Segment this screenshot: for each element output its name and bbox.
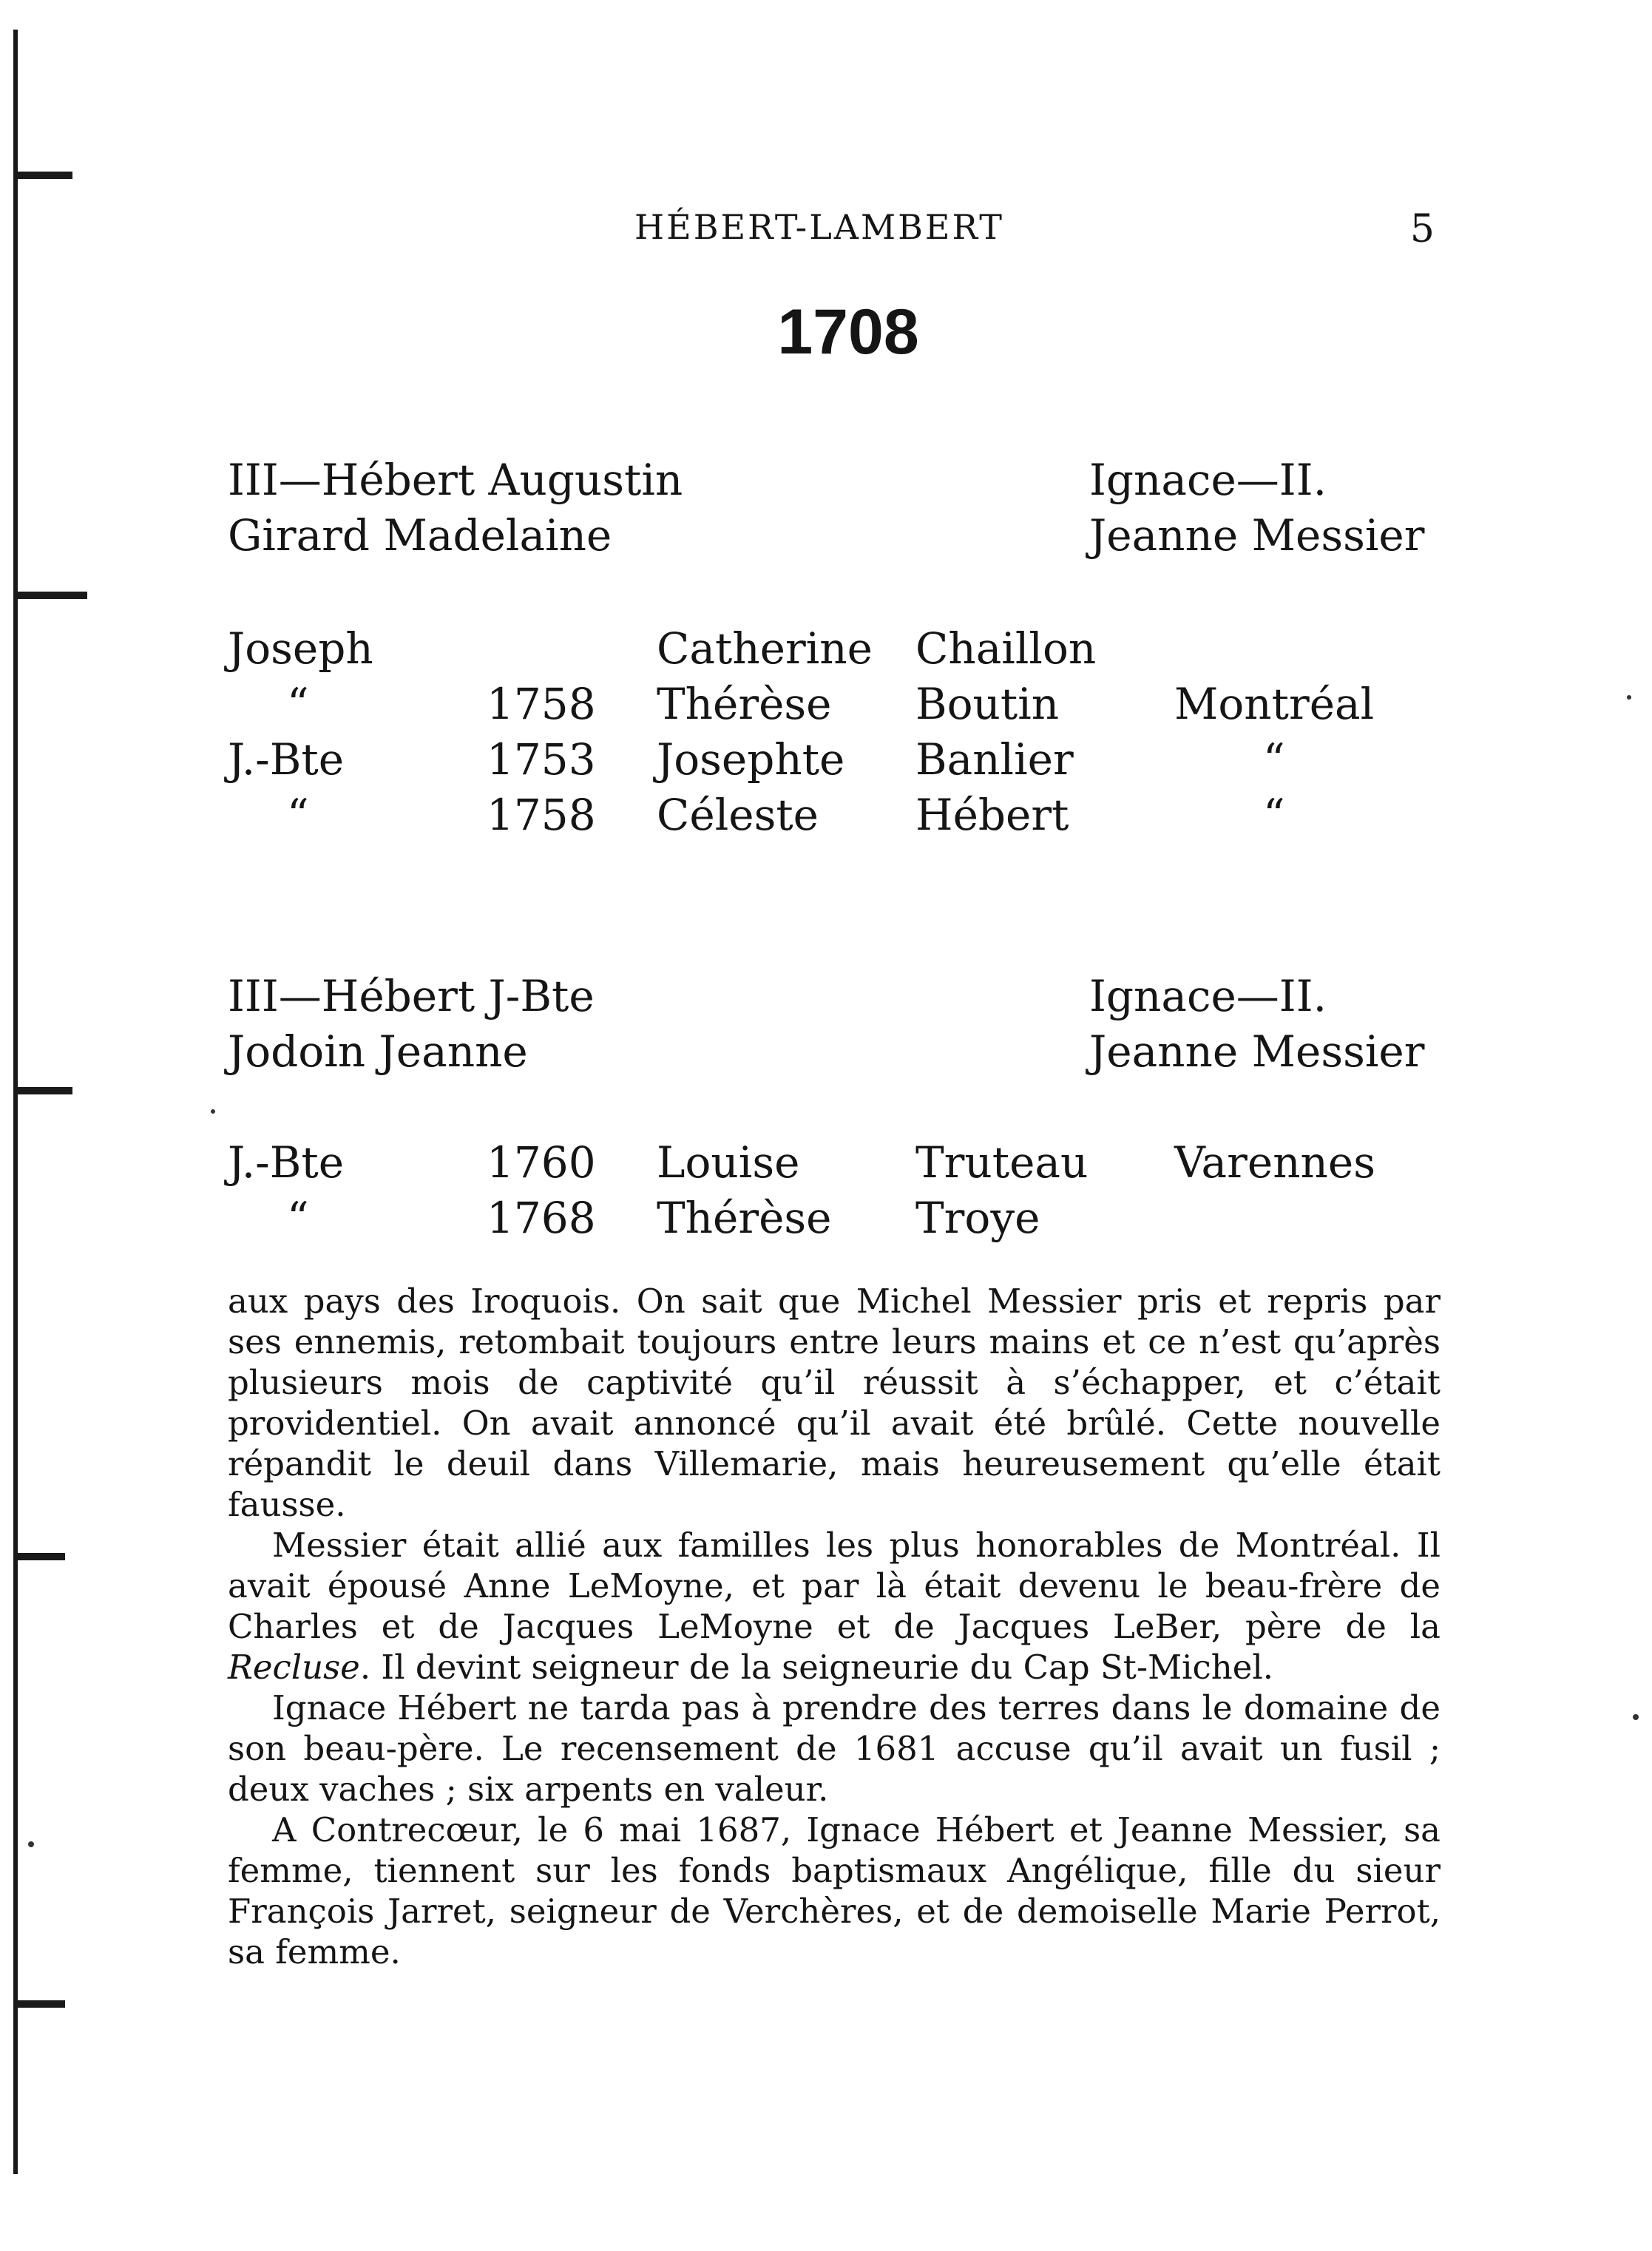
spouse-first-name: Josephte (657, 734, 845, 785)
paragraph: aux pays des Iroquois. On sait que Michel Messier pris et repris par ses ennemis, retombait toujours entre leurs mains et ce n’est qu’après plusieurs mois de captivité qu’il réussit à s’échapper, et c’était providentiel. On avait annoncé qu’il avait été brûlé. Cette nouvelle répandit le deuil dans Villemarie, mais heureusement qu’elle était fausse. (228, 1282, 1441, 1524)
scan-speck (1627, 695, 1631, 700)
child-row (228, 1191, 1441, 1246)
paragraph: Ignace Hébert ne tarda pas à prendre des terres dans le domaine de son beau-père. Le recensement de 1681 accuse qu’il avait un fusil ; deux vaches ; six arpents en valeur. (228, 1688, 1441, 1809)
binding-mark (13, 1553, 65, 1560)
mother-name: Jeanne Messier (1089, 1026, 1425, 1077)
child-name: “ (287, 1193, 309, 1243)
marriage-year: 1768 (487, 1193, 596, 1243)
child-name: Joseph (228, 623, 373, 674)
page-number: 5 (1409, 207, 1435, 251)
marriage-place: Montréal (1174, 679, 1375, 729)
spouse-first-name: Céleste (657, 790, 819, 840)
marriage-place: “ (1263, 734, 1285, 785)
scan-speck (211, 1109, 215, 1114)
spouse-surname: Banlier (915, 734, 1074, 785)
child-row (228, 788, 1441, 843)
husband-name: III—Hébert Augustin (228, 455, 683, 505)
wife-name: Girard Madelaine (228, 510, 612, 561)
father-name: Ignace—II. (1089, 971, 1327, 1021)
marriage-place: “ (1263, 790, 1285, 840)
running-head: HÉBERT-LAMBERT (634, 207, 1004, 247)
family-header-row (228, 453, 1441, 508)
family-header-row (228, 969, 1441, 1024)
child-name: “ (287, 679, 309, 729)
child-name: J.-Bte (228, 1137, 345, 1188)
child-name: J.-Bte (228, 734, 345, 785)
binding-mark (13, 592, 87, 599)
mother-name: Jeanne Messier (1089, 510, 1425, 561)
family-header-row (228, 1024, 1441, 1080)
spouse-surname: Hébert (915, 790, 1069, 840)
children-table (228, 621, 1441, 843)
scan-speck (1633, 1714, 1639, 1720)
spouse-first-name: Catherine (657, 623, 873, 674)
spouse-surname: Chaillon (915, 623, 1097, 674)
body-text (228, 1281, 1441, 1972)
marriage-place: Varennes (1174, 1137, 1375, 1188)
spouse-first-name: Thérèse (657, 679, 832, 729)
marriage-year: 1758 (487, 790, 596, 840)
paragraph-text: Messier était allié aux familles les plus honorables de Montréal. Il avait épousé Anne LeMoyne, et par là était devenu le beau-frère de Charles et de Jacques LeMoyne et de Jacques LeBer, père de la (228, 1526, 1441, 1646)
father-name: Ignace—II. (1089, 455, 1327, 505)
spouse-first-name: Louise (657, 1137, 800, 1188)
paragraph-text: . Il devint seigneur de la seigneurie du Cap St-Michel. (359, 1648, 1274, 1687)
marriage-year: 1758 (487, 679, 596, 729)
spouse-first-name: Thérèse (657, 1193, 832, 1243)
binding-mark (13, 172, 72, 179)
family-header (228, 969, 1441, 1080)
family-header-row (228, 508, 1441, 563)
child-name: “ (287, 790, 309, 840)
child-row (228, 621, 1441, 677)
paragraph: A Contrecœur, le 6 mai 1687, Ignace Hébert et Jeanne Messier, sa femme, tiennent sur les fonds baptismaux Angélique, fille du sieur François Jarret, seigneur de Verchères, et de demoiselle Marie Perrot, sa femme. (228, 1810, 1441, 1971)
italic-text: Recluse (228, 1648, 360, 1687)
spouse-surname: Truteau (915, 1137, 1089, 1188)
marriage-year: 1760 (487, 1137, 596, 1188)
wife-name: Jodoin Jeanne (228, 1026, 528, 1077)
marriage-year: 1753 (487, 734, 596, 785)
child-row (228, 1135, 1441, 1191)
spouse-surname: Boutin (915, 679, 1060, 729)
year-heading: 1708 (777, 297, 919, 368)
child-row (228, 732, 1441, 788)
page-header (222, 207, 1435, 259)
child-row (228, 677, 1441, 732)
children-table (228, 1135, 1441, 1246)
family-header (228, 453, 1441, 563)
paragraph (228, 1525, 1441, 1688)
spouse-surname: Troye (915, 1193, 1040, 1243)
husband-name: III—Hébert J-Bte (228, 971, 595, 1021)
binding-mark (13, 2000, 65, 2008)
binding-mark (13, 1087, 72, 1094)
scan-speck (28, 1841, 34, 1847)
